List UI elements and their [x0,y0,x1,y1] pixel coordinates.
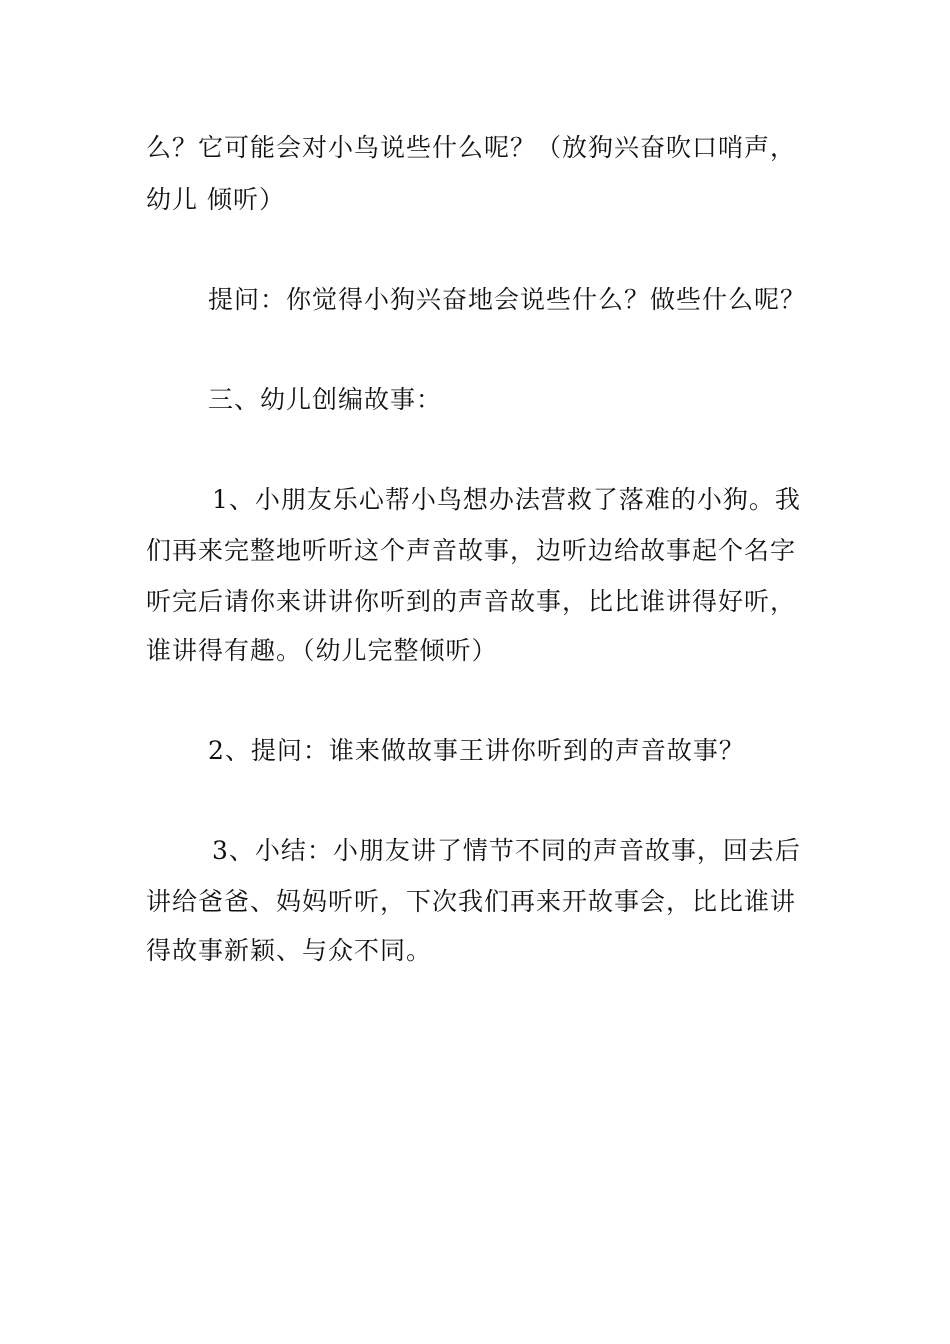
paragraph-6-line-1: 3、小结：小朋友讲了情节不同的声音故事，回去后 [212,836,801,865]
paragraph-2-line-1: 提问：你觉得小狗兴奋地会说些什么？做些什么呢？ [208,285,807,314]
paragraph-4-line-2: 们再来完整地听听这个声音故事，边听边给故事起个名字 [146,536,797,565]
paragraph-1-line-1: 么？它可能会对小鸟说些什么呢？（放狗兴奋吹口哨声， [146,133,797,162]
paragraph-4-line-3: 听完后请你来讲讲你听到的声音故事，比比谁讲得好听， [146,587,797,616]
paragraph-4-line-4: 谁讲得有趣。（幼儿完整倾听） [146,636,498,665]
paragraph-6-line-2: 讲给爸爸、妈妈听听，下次我们再来开故事会，比比谁讲 [146,887,797,916]
paragraph-5-line-1: 2、提问：谁来做故事王讲你听到的声音故事？ [208,736,745,765]
section-heading-text: 三、幼儿创编故事： [208,385,443,414]
paragraph-4-line-1: 1、小朋友乐心帮小鸟想办法营救了落难的小狗。我 [212,485,801,514]
paragraph-1-line-2: 幼儿 倾听） [146,185,285,214]
paragraph-6-line-3: 得故事新颖、与众不同。 [146,936,433,965]
